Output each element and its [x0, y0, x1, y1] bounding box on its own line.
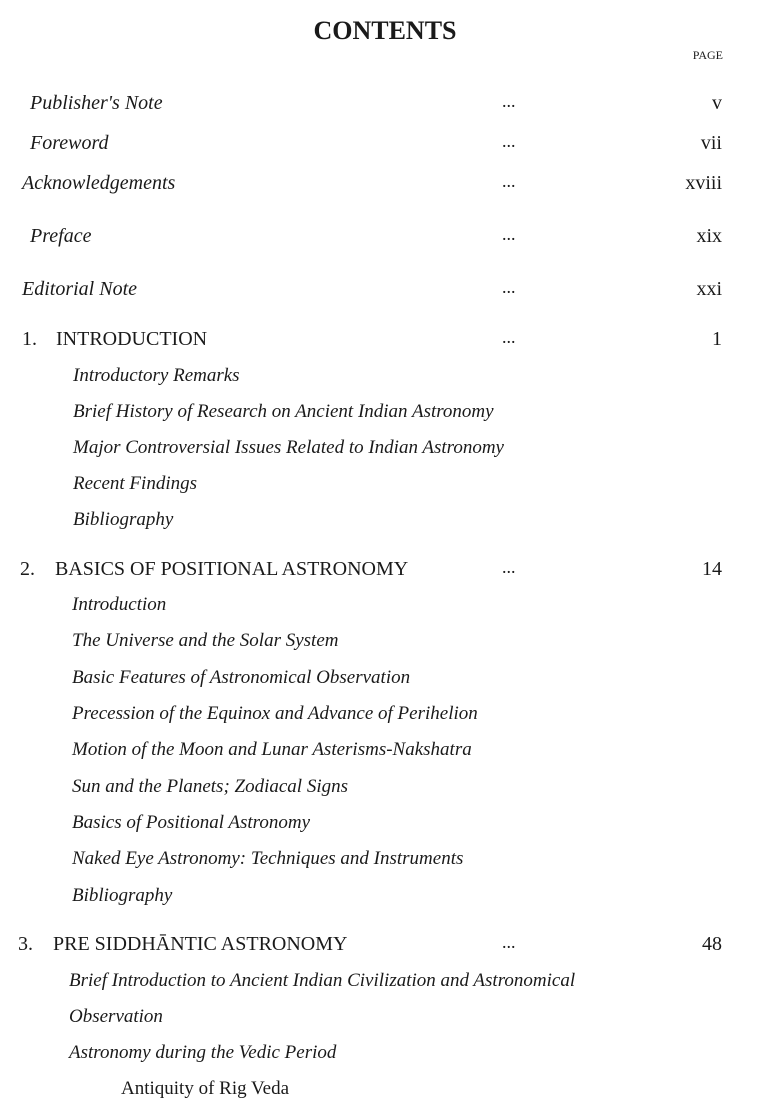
section-entry: The Universe and the Solar System: [72, 630, 339, 651]
section-entry: Recent Findings: [73, 473, 197, 494]
page-title: CONTENTS: [313, 16, 457, 45]
leader-dots: ...: [502, 277, 516, 297]
section-entry: Motion of the Moon and Lunar Asterisms-Nakshatra: [72, 739, 472, 760]
chapter-number: 2.: [20, 558, 35, 580]
section-entry: Brief History of Research on Ancient Indian Astronomy: [73, 401, 494, 422]
section-entry: Naked Eye Astronomy: Techniques and Instruments: [72, 848, 464, 869]
page-column-header: PAGE: [692, 48, 723, 62]
section-entry: Sun and the Planets; Zodiacal Signs: [72, 776, 349, 797]
section-entry: Introduction: [72, 594, 167, 615]
leader-dots: ...: [502, 171, 516, 191]
section-entry: Observation: [69, 1006, 163, 1027]
page-number: xix: [696, 225, 722, 247]
leader-dots: ...: [502, 557, 516, 577]
front-entry-label: Acknowledgements: [22, 172, 176, 194]
page-number: 1: [712, 328, 722, 350]
section-entry: Brief Introduction to Ancient Indian Civilization and Astronomical: [69, 970, 576, 991]
page-number: xviii: [685, 172, 722, 194]
section-entry: Major Controversial Issues Related to Indian Astronomy: [73, 437, 504, 458]
page-number: v: [712, 92, 722, 114]
section-entry: Precession of the Equinox and Advance of Perihelion: [72, 703, 478, 724]
leader-dots: ...: [502, 91, 516, 111]
subsection-entry: Antiquity of Rig Veda: [121, 1078, 290, 1099]
page-number: xxi: [696, 278, 722, 300]
section-entry: Bibliography: [72, 885, 173, 906]
chapter-number: 1.: [22, 328, 37, 350]
chapter-title: BASICS OF POSITIONAL ASTRONOMY: [55, 558, 409, 580]
leader-dots: ...: [502, 224, 516, 244]
chapter-title: PRE SIDDHĀNTIC ASTRONOMY: [53, 933, 348, 955]
front-entry-label: Publisher's Note: [30, 92, 163, 114]
front-entry-label: Preface: [30, 225, 92, 247]
section-entry: Basic Features of Astronomical Observation: [72, 667, 411, 688]
leader-dots: ...: [502, 327, 516, 347]
section-entry: Bibliography: [73, 509, 174, 530]
front-entry-label: Foreword: [30, 132, 109, 154]
section-entry: Basics of Positional Astronomy: [72, 812, 311, 833]
section-entry: Introductory Remarks: [73, 365, 240, 386]
front-entry-label: Editorial Note: [22, 278, 137, 300]
page-number: 14: [702, 558, 722, 580]
page-number: 48: [702, 933, 722, 955]
chapter-title: INTRODUCTION: [56, 328, 208, 350]
leader-dots: ...: [502, 131, 516, 151]
page-number: vii: [700, 132, 722, 154]
section-entry: Astronomy during the Vedic Period: [69, 1042, 337, 1063]
chapter-number: 3.: [18, 933, 33, 955]
leader-dots: ...: [502, 932, 516, 952]
